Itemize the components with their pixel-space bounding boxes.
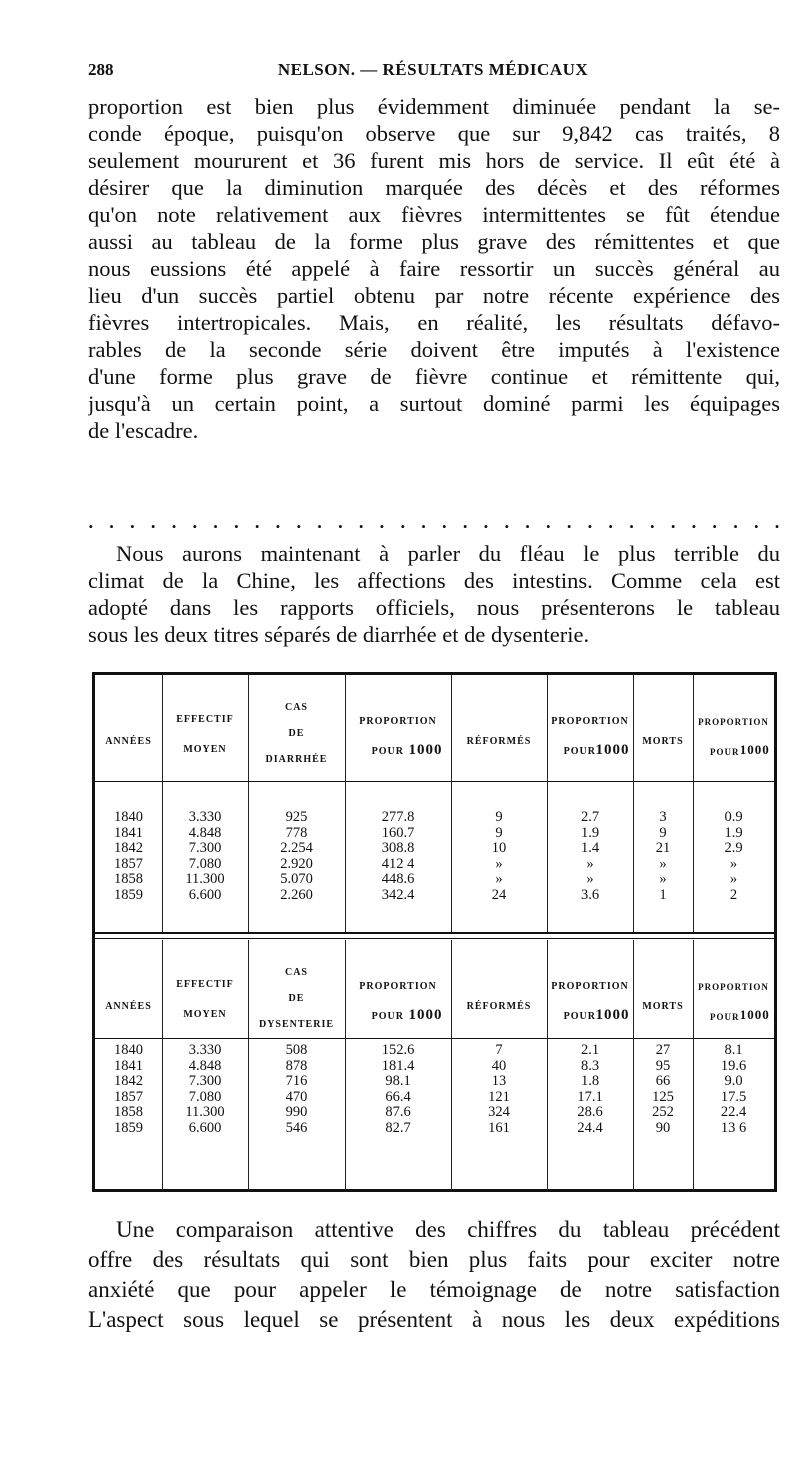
text-line: jusqu'à un certain point, a surtout dominé parmi les équipages [88,391,780,416]
header-pour: POUR [563,1011,596,1022]
header-proportion: PROPORTION [698,982,769,992]
value-cell: 470 [285,1088,308,1105]
table-divider-thin [95,938,774,939]
value-cell: 181.4 [381,1057,415,1074]
value-cell: 3.330 [188,1042,222,1058]
value-cell: 7.080 [188,1088,222,1105]
value-cell: 9 [659,824,667,841]
dot: . [399,513,406,532]
year-cell: 1857 [114,1088,143,1105]
text-line: seulement moururent et 36 furent mis hors de service. Il eût été à [88,148,780,173]
dot: . [420,513,427,532]
dot: . [774,513,780,532]
text-line: offre des résultats qui sont bien plus faits pour exciter notre [88,1247,780,1272]
year-cell: 1858 [114,871,143,887]
header-moyen: MOYEN [183,744,227,755]
value-cell: » [659,855,667,872]
header-1000: 1000 [595,1007,630,1023]
value-cell: 66 [655,1073,671,1089]
header-pour: POUR [710,1012,740,1022]
value-cell: 0.9 [724,809,743,825]
dot: . [691,513,697,532]
header-1000: 1000 [739,1007,770,1022]
value-cell: 3.6 [580,886,600,903]
value-cell: 6.600 [188,1119,222,1136]
value-cell: 66.4 [385,1088,411,1105]
value-cell: 1 [659,886,667,903]
dot: . [129,513,136,532]
year-cell: 1857 [114,855,143,872]
header-effectif: EFFECTIF [176,979,234,990]
value-cell: 324 [488,1104,510,1120]
header-proportion: PROPORTION [551,716,629,727]
text-line: anxiété que pour appeler le témoignage de notre satisfaction [88,1277,780,1302]
dot: . [108,513,115,532]
value-cell: 82.7 [385,1119,411,1136]
value-cell: 508 [285,1042,308,1058]
header-pour: POUR [371,1011,404,1022]
dot: . [275,513,281,532]
text-line: d'une forme plus grave de fièvre continue et rémittente qui, [88,364,780,389]
dot: . [295,513,302,532]
dot: . [566,513,572,532]
dot: . [711,513,718,532]
value-cell: 21 [655,840,671,856]
value-cell: 95 [655,1057,671,1074]
header-cas: CAS [284,967,308,978]
text-line: nous eussions été appelé à faire ressortir un succès général au [88,256,780,281]
value-cell: 160.7 [381,824,415,841]
header-1000: 1000 [408,1007,443,1023]
value-cell: 990 [285,1104,308,1120]
value-cell: 7.080 [188,855,222,872]
dot: . [628,513,635,532]
dot: . [607,513,614,532]
value-cell: 9 [495,824,503,841]
value-cell: 2.1 [580,1042,600,1058]
value-cell: 3 [659,809,667,825]
value-cell: 2.260 [280,886,313,903]
header-proportion: PROPORTION [551,981,629,992]
value-cell: 9 [495,809,503,825]
year-cell: 1841 [114,1057,143,1074]
dot: . [316,513,323,532]
dot: . [670,513,676,532]
header-rule [95,1038,774,1039]
value-cell: 17.5 [720,1088,747,1105]
text-line: lieu d'un succès partiel obtenu par notre récente expérience des [88,283,780,308]
text-line: climat de la Chine, les affections des intestins. Comme cela est [88,568,780,593]
header-cas: CAS [284,702,308,713]
text-line: sous les deux titres séparés de diarrhée et de dysenterie. [88,622,590,647]
header-pour: POUR [563,746,596,757]
dot: . [212,513,219,532]
value-cell: 7.300 [188,1073,222,1089]
value-cell: 27 [655,1042,671,1058]
value-cell: 277.8 [381,809,415,825]
value-cell: 90 [655,1119,671,1136]
value-cell: 2.920 [280,855,313,872]
value-cell: 7.300 [188,840,222,856]
page-number: 288 [88,60,114,79]
year-cell: 1842 [114,840,143,856]
header-proportion: PROPORTION [698,717,769,727]
text-line: désirer que la diminution marquée des décès et des réformes [88,175,780,200]
value-cell: 7 [495,1042,503,1058]
value-cell: 4.848 [188,1057,222,1074]
value-cell: 1.9 [580,824,600,841]
header-reformes: RÉFORMÉS [466,736,532,747]
value-cell: 2.7 [580,809,600,825]
value-cell: 1.8 [580,1073,600,1089]
value-cell: 13 6 [720,1119,747,1136]
header-1000: 1000 [408,742,443,758]
text-line: rables de la seconde série doivent être imputés à l'existence [88,337,780,362]
header-de: DE [288,728,305,739]
value-cell: 24.4 [577,1119,603,1136]
value-cell: 2.254 [280,840,313,856]
value-cell: 152.6 [381,1042,415,1058]
dot: . [88,513,94,532]
header-de: DE [288,993,305,1004]
table-diarrhee [95,675,774,932]
header-effectif: EFFECTIF [176,714,234,725]
value-cell: 11.300 [185,871,225,887]
value-cell: 6.600 [188,886,222,903]
value-cell: 4.848 [188,824,222,841]
text-line: qu'on note relativement aux fièvres intermittentes se fût étendue [88,202,780,227]
text-line: conde époque, puisqu'on observe que sur 9,842 cas traités, 8 [88,121,780,146]
dot: . [545,513,552,532]
value-cell: 11.300 [185,1104,225,1120]
header-type: DYSENTERIE [258,1019,335,1030]
running-head [88,60,778,86]
value-cell: 1.4 [580,840,600,856]
header-pour: POUR [371,746,404,757]
text-line: aussi au tableau de la forme plus grave des rémittentes et que [88,229,780,254]
dot: . [441,513,448,532]
value-cell: 1.9 [724,824,743,841]
text-line: L'aspect sous lequel se présentent à nous les deux expéditions [88,1307,780,1332]
table-dysenterie [95,940,774,1192]
dot: . [649,513,656,532]
value-cell: 448.6 [381,871,415,887]
value-cell: 2.9 [724,840,743,856]
value-cell: 98.1 [385,1073,411,1089]
dot: . [753,513,760,532]
year-cell: 1858 [114,1104,143,1120]
dot: . [732,513,739,532]
value-cell: 546 [285,1119,308,1136]
dot: . [503,513,510,532]
year-cell: 1842 [114,1073,143,1089]
value-cell: 412 4 [381,855,415,872]
value-cell: 28.6 [577,1104,603,1120]
running-title: NELSON. — RÉSULTATS MÉDICAUX [277,60,589,79]
value-cell: 308.8 [381,840,415,856]
value-cell: 878 [285,1057,308,1074]
value-cell: 24 [491,886,507,903]
year-cell: 1859 [114,886,143,903]
dot: . [358,513,364,532]
value-cell: 8.3 [580,1057,600,1074]
value-cell: 252 [652,1104,674,1120]
text-line: adopté dans les rapports officiels, nous présenterons le tableau [88,595,780,620]
dot: . [150,513,156,532]
header-moyen: MOYEN [183,1009,227,1020]
paragraph-3 [88,1215,780,1335]
value-cell: » [729,855,738,872]
value-cell: » [495,855,503,872]
value-cell: 40 [491,1057,507,1074]
dot: . [171,513,177,532]
value-cell: 19.6 [720,1057,747,1074]
year-cell: 1841 [114,824,143,841]
value-cell: 2 [729,886,738,903]
year-cell: 1840 [114,809,143,825]
dot: . [254,513,260,532]
ellipsis-dots-separator [88,513,780,532]
value-cell: 778 [285,824,308,841]
value-cell: » [586,871,594,887]
header-pour: POUR [710,747,740,757]
text-line: de l'escadre. [88,418,199,443]
header-1000: 1000 [595,742,630,758]
text-line: proportion est bien plus évidemment diminuée pendant la se- [88,94,780,119]
dot: . [337,513,344,532]
value-cell: » [495,871,503,887]
value-cell: 342.4 [381,886,415,903]
value-cell: 10 [491,840,507,856]
value-cell: 9.0 [724,1073,743,1089]
header-morts: MORTS [642,1001,684,1012]
value-cell: » [586,855,594,872]
dot: . [524,513,531,532]
value-cell: » [659,871,667,887]
value-cell: 5.070 [280,871,313,887]
dot: . [233,513,240,532]
paragraph-2 [88,540,780,648]
value-cell: 121 [488,1088,510,1105]
text-line: Une comparaison attentive des chiffres du tableau précédent [116,1217,780,1242]
table-divider [95,932,774,934]
header-morts: MORTS [642,736,684,747]
dot: . [483,513,489,532]
year-cell: 1859 [114,1119,143,1136]
header-type: DIARRHÉE [265,754,328,765]
value-cell: 13 [491,1073,507,1089]
text-line: fièvres intertropicales. Mais, en réalité, les résultats défavo- [88,310,780,335]
header-reformes: RÉFORMÉS [466,1001,532,1012]
header-1000: 1000 [739,742,770,757]
header-proportion: PROPORTION [359,981,437,992]
value-cell: 125 [652,1088,674,1105]
value-cell: 22.4 [720,1104,747,1120]
value-cell: 3.330 [188,809,222,825]
value-cell: 8.1 [724,1042,743,1058]
header-annees: ANNÉES [105,736,152,747]
value-cell: » [729,871,738,887]
text-line: Nous aurons maintenant à parler du fléau le plus terrible du [116,541,780,566]
statistics-table [92,672,777,1192]
value-cell: 925 [285,809,308,825]
year-cell: 1840 [114,1042,143,1058]
value-cell: 716 [285,1073,308,1089]
header-proportion: PROPORTION [359,716,437,727]
dot: . [379,513,385,532]
dot: . [191,513,198,532]
dot: . [587,513,593,532]
paragraph-1 [88,93,780,444]
header-rule [95,781,774,782]
value-cell: 87.6 [385,1104,411,1120]
dot: . [462,513,468,532]
header-annees: ANNÉES [105,1001,152,1012]
value-cell: 161 [488,1119,510,1136]
value-cell: 17.1 [577,1088,603,1105]
